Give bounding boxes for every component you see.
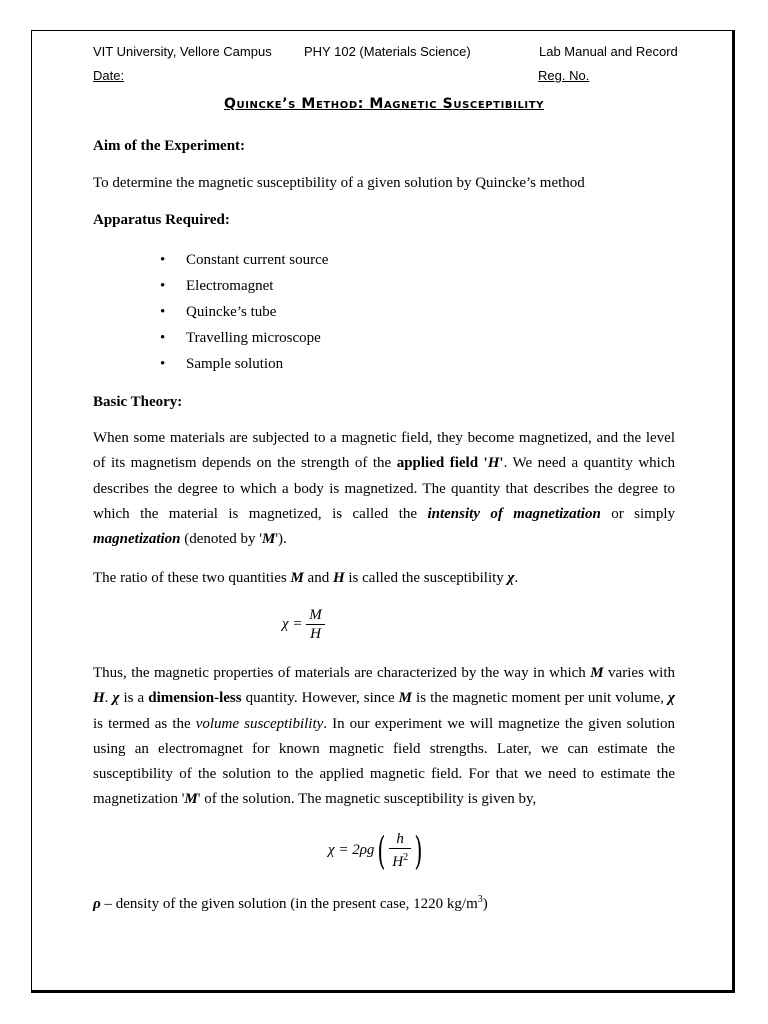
- theory-paragraph-2: The ratio of these two quantities M and H is called the susceptibility χ.: [93, 570, 519, 586]
- density-definition: ρ – density of the given solution (in the present case, 1220 $kg/m^3$): [93, 894, 488, 912]
- aim-heading: Aim of the Experiment:: [93, 138, 246, 154]
- equation-susceptibility-ratio: χ = $\frac{M}{H}$: [282, 606, 325, 643]
- list-item: • Travelling microscope: [160, 327, 328, 353]
- page-title: Quincke’s Method: Magnetic Susceptibility: [223, 96, 545, 112]
- theory-paragraph-1: When some materials are subjected to a magnetic field, they become magnetized, and the level of its magnetism depends on the strength of the applied field 'H'. We need a quantity which describes the degree to which a body is magnetized. The quantity that describes the degree to which the material is magnetized, is called the intensity of magnetization or simply magnetization (denoted by 'M').: [93, 430, 675, 548]
- date-label: Date:: [93, 68, 125, 83]
- apparatus-list: [160, 249, 328, 379]
- apparatus-heading: Apparatus Required:: [93, 212, 230, 228]
- theory-heading: Basic Theory:: [93, 394, 183, 410]
- list-item: • Quincke’s tube: [160, 301, 328, 327]
- theory-paragraph-3: Thus, the magnetic properties of materials are characterized by the way in which M varies with H. χ is a dimension-less quantity. However, since M is the magnetic moment per unit volume, χ is termed as the volume susceptibility. In our experiment we will magnetize the given solution using an electromagnet for known magnetic field strengths. Later, we can estimate the susceptibility of the solution to the applied magnetic field. For that we need to estimate the magnetization 'M' of the solution. The magnetic susceptibility is given by,: [93, 665, 676, 808]
- header-course: PHY 102 (Materials Science): [304, 44, 471, 59]
- list-item: • Electromagnet: [160, 275, 328, 301]
- list-item: • Constant current source: [160, 249, 328, 275]
- reg-no-label: Reg. No.: [538, 68, 590, 83]
- header-university: VIT University, Vellore Campus: [93, 44, 272, 59]
- aim-text: To determine the magnetic susceptibility of a given solution by Quincke’s method: [93, 175, 585, 191]
- header-record: Lab Manual and Record: [539, 44, 678, 59]
- equation-susceptibility-formula: χ = 2ρg( $\frac{h}{H^2}$ ): [328, 828, 423, 873]
- list-item: • Sample solution: [160, 353, 328, 379]
